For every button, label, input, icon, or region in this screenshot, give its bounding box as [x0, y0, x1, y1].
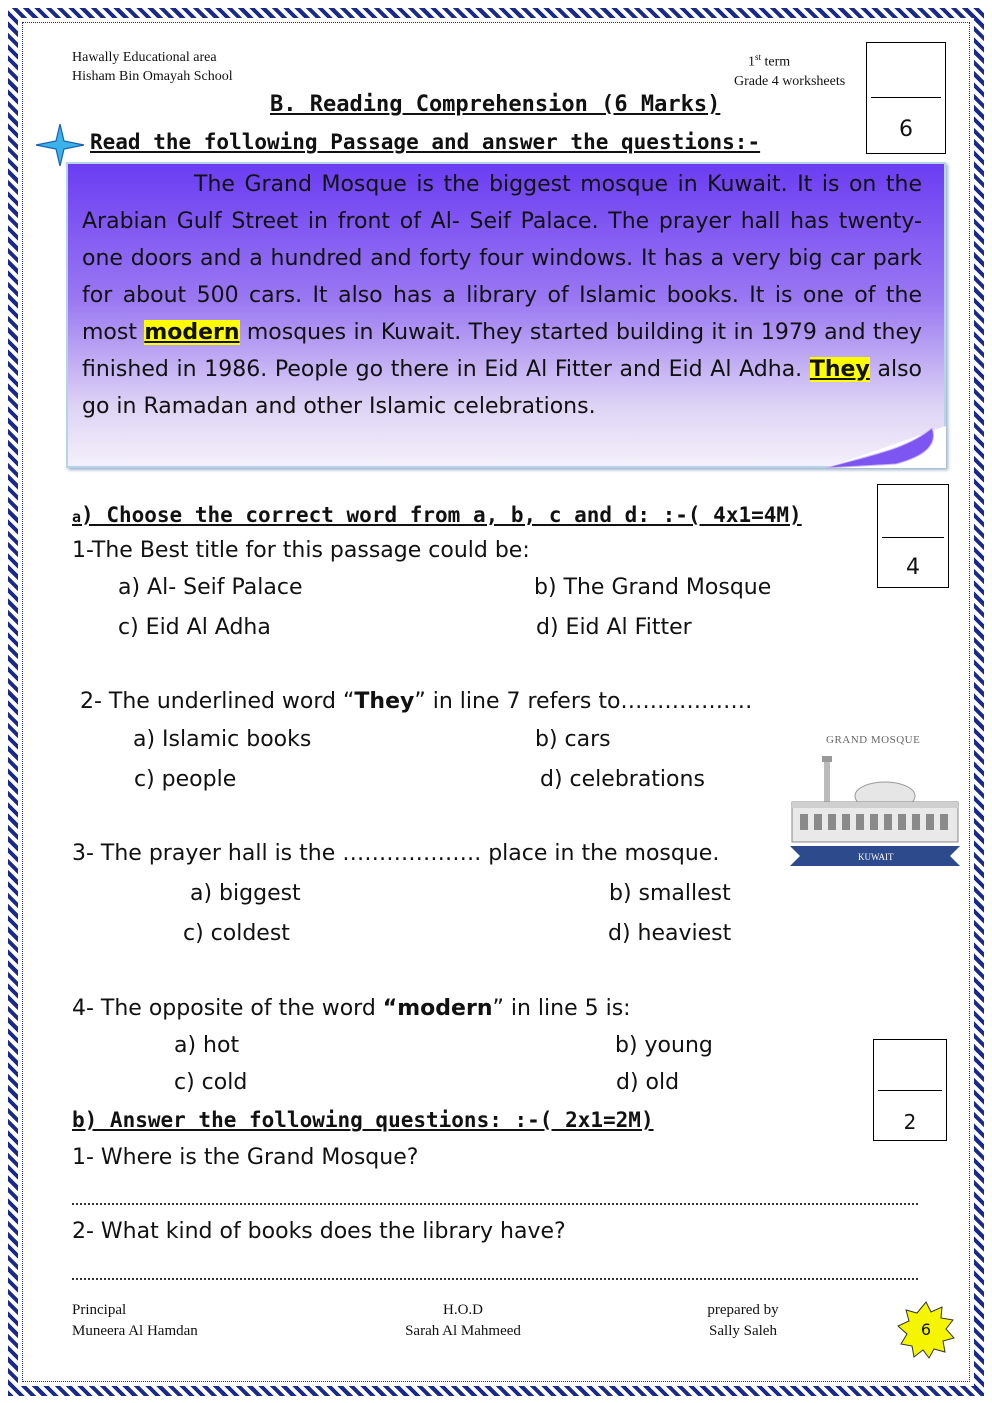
principal-name: Muneera Al Hamdan	[72, 1323, 198, 1339]
prepared-role: prepared by	[707, 1302, 779, 1318]
hod-role: H.O.D	[443, 1302, 483, 1318]
q3-option-c[interactable]: c) coldest	[183, 921, 290, 946]
header-right	[734, 48, 845, 91]
word-modern: modern	[144, 320, 240, 345]
score-box-section-b	[866, 42, 946, 154]
prepared-name: Sally Saleh	[709, 1323, 777, 1339]
question-4: 4- The opposite of the word “modern” in line 5 is:	[72, 996, 631, 1021]
score-part-b: 2	[903, 1110, 917, 1134]
principal-role: Principal	[72, 1302, 127, 1318]
educational-area: Hawally Educational area	[72, 50, 217, 65]
score-line	[871, 97, 941, 98]
q1-option-c[interactable]: c) Eid Al Adha	[118, 615, 271, 640]
grade-label: Grade 4 worksheets	[734, 73, 846, 89]
footer-hod	[398, 1300, 528, 1342]
score-part-a: 4	[906, 555, 920, 580]
answer-line-2[interactable]	[72, 1278, 918, 1280]
hod-name: Sarah Al Mahmeed	[405, 1323, 521, 1339]
score-line	[878, 1090, 942, 1091]
page-number: 6	[920, 1320, 932, 1339]
answer-line-1[interactable]	[72, 1203, 918, 1205]
part-a-title: a) Choose the correct word from a, b, c and d: :-( 4x1=4M)	[72, 503, 802, 527]
school-name: Hisham Bin Omayah School	[72, 69, 233, 84]
section-title: B. Reading Comprehension (6 Marks)	[270, 92, 721, 117]
image-caption-top: GRAND MOSQUE	[826, 734, 921, 746]
page-curl-icon	[826, 426, 946, 468]
score-box-part-b	[873, 1039, 947, 1141]
question-2: 2- The underlined word “They” in line 7 refers to………………	[80, 689, 753, 714]
grand-mosque-image	[790, 730, 960, 870]
question-3: 3- The prayer hall is the ………………. place in the mosque.	[72, 841, 720, 866]
word-they: They	[809, 357, 870, 382]
question-1: 1-The Best title for this passage could be:	[72, 538, 530, 563]
passage-text: The Grand Mosque is the biggest mosque in Kuwait. It is on the Arabian Gulf Street in front of Al- Seif Palace. The prayer hall has twenty-one doors and a hundred and forty four windows. It has a very big car park for about 500 cars. It also has a library of Islamic books. It is one of the most modern mosques in Kuwait. They started building it in 1979 and they finished in 1986. People go there in Eid Al Fitter and Eid Al Adha. They also go in Ramadan and other Islamic celebrations.	[82, 172, 922, 419]
part-b-title: b) Answer the following questions: :-( 2x1=2M)	[72, 1108, 654, 1132]
q4-option-b[interactable]: b) young	[615, 1033, 713, 1058]
q4-option-d[interactable]: d) old	[616, 1070, 680, 1095]
passage-box	[66, 162, 946, 468]
page-number-badge	[896, 1300, 956, 1360]
q2-option-c[interactable]: c) people	[134, 767, 237, 792]
q1-option-a[interactable]: a) Al- Seif Palace	[118, 575, 303, 600]
q3-option-d[interactable]: d) heaviest	[608, 921, 732, 946]
term-label: 1st term	[748, 52, 791, 70]
score-box-part-a	[877, 484, 949, 588]
footer-prepared	[703, 1300, 783, 1342]
q1-option-b[interactable]: b) The Grand Mosque	[534, 575, 772, 600]
q2-option-d[interactable]: d) celebrations	[540, 767, 705, 792]
instruction: Read the following Passage and answer the questions:-	[90, 130, 761, 154]
footer-principal	[72, 1300, 198, 1342]
q4-option-a[interactable]: a) hot	[174, 1033, 240, 1058]
open-question-1: 1- Where is the Grand Mosque?	[72, 1145, 419, 1170]
open-question-2: 2- What kind of books does the library have?	[72, 1219, 566, 1244]
q2-option-b[interactable]: b) cars	[535, 727, 611, 752]
score-line	[882, 537, 944, 538]
q2-option-a[interactable]: a) Islamic books	[133, 727, 312, 752]
header-left	[72, 48, 233, 86]
image-caption-bottom: KUWAIT	[858, 852, 894, 862]
q3-option-a[interactable]: a) biggest	[190, 881, 301, 906]
q1-option-d[interactable]: d) Eid Al Fitter	[536, 615, 692, 640]
score-total: 6	[899, 117, 913, 142]
q3-option-b[interactable]: b) smallest	[609, 881, 731, 906]
q4-option-c[interactable]: c) cold	[174, 1070, 248, 1095]
